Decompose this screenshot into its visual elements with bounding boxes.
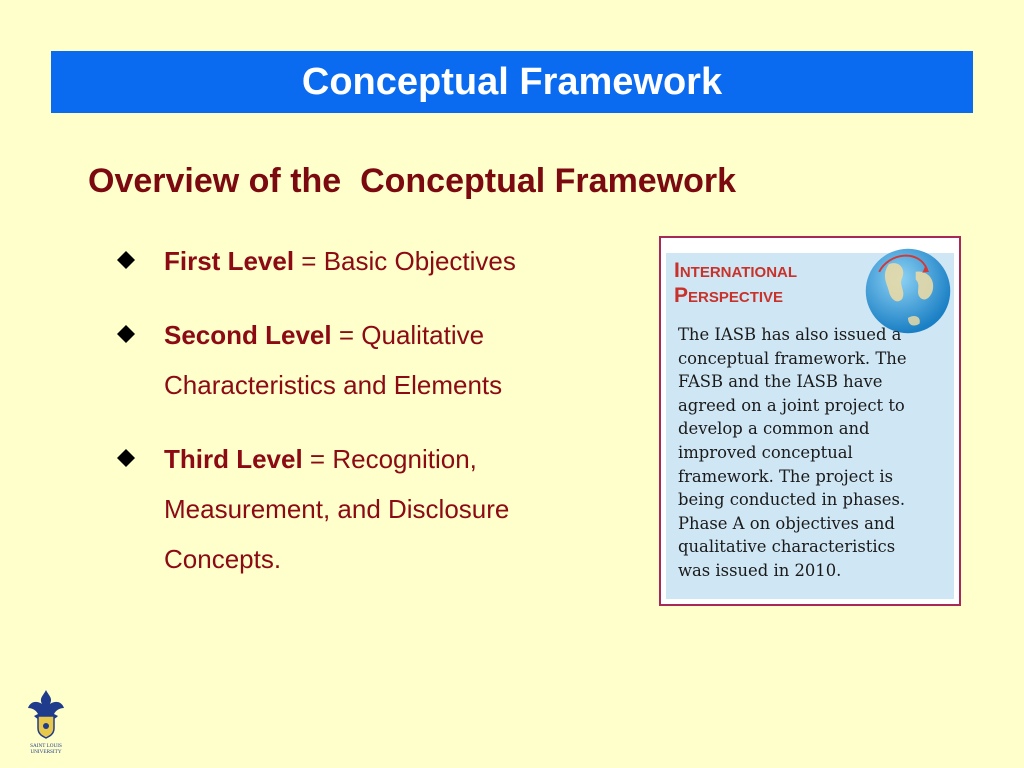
panel-body-line: conceptual framework. The — [678, 348, 907, 368]
slide-title: Conceptual Framework — [301, 60, 723, 103]
diamond-bullet-icon — [116, 324, 136, 344]
university-crest-icon — [20, 686, 72, 756]
bullet-list — [112, 236, 632, 608]
panel-body-line: develop a common and — [678, 419, 870, 439]
bullet-term: First Level — [164, 246, 295, 276]
bullet-separator: = — [294, 246, 324, 276]
bullet-term: Third Level — [164, 444, 303, 474]
bullet-separator: = — [302, 444, 333, 474]
bullet-text: Qualitative — [361, 320, 485, 350]
panel-body-line: qualitative characteristics — [678, 537, 896, 557]
header-word: ERSPECTIVE — [688, 289, 784, 306]
panel-body-line: agreed on a joint project to — [678, 395, 905, 415]
panel-background — [666, 253, 954, 599]
bullet-text: Characteristics and Elements — [164, 370, 503, 400]
bullet-separator: = — [331, 320, 362, 350]
panel-body-line: framework. The project is — [678, 466, 894, 486]
bullet-second-level — [112, 310, 632, 410]
bullet-third-level — [112, 434, 632, 584]
panel-body-line: improved conceptual — [678, 442, 853, 462]
panel-header — [674, 259, 854, 309]
bullet-text: Measurement, and Disclosure — [164, 494, 510, 524]
bullet-text: Concepts. — [164, 544, 282, 574]
panel-body-line: was issued in 2010. — [678, 560, 842, 580]
slide-subtitle: Overview of the Conceptual Framework — [88, 162, 737, 200]
panel-body-line: The IASB has also issued a — [678, 325, 902, 344]
bullet-text: Recognition, — [332, 444, 477, 474]
bullet-first-level — [112, 236, 632, 286]
logo-text: SAINT LOUIS — [30, 743, 62, 749]
diamond-bullet-icon — [116, 250, 136, 270]
international-perspective-panel — [659, 236, 961, 606]
panel-body-line: Phase A on objectives and — [678, 513, 895, 533]
header-word: NTERNATIONAL — [679, 264, 798, 281]
bullet-term: Second Level — [164, 320, 332, 350]
panel-body-line: FASB and the IASB have — [678, 372, 883, 392]
title-bar — [51, 51, 973, 113]
bullet-text: Basic Objectives — [323, 246, 516, 276]
logo-text: UNIVERSITY — [30, 749, 62, 755]
panel-body — [678, 323, 948, 583]
header-initial: I — [674, 259, 680, 282]
panel-body-line: being conducted in phases. — [678, 490, 906, 510]
diamond-bullet-icon — [116, 448, 136, 468]
header-initial: P — [674, 284, 689, 307]
